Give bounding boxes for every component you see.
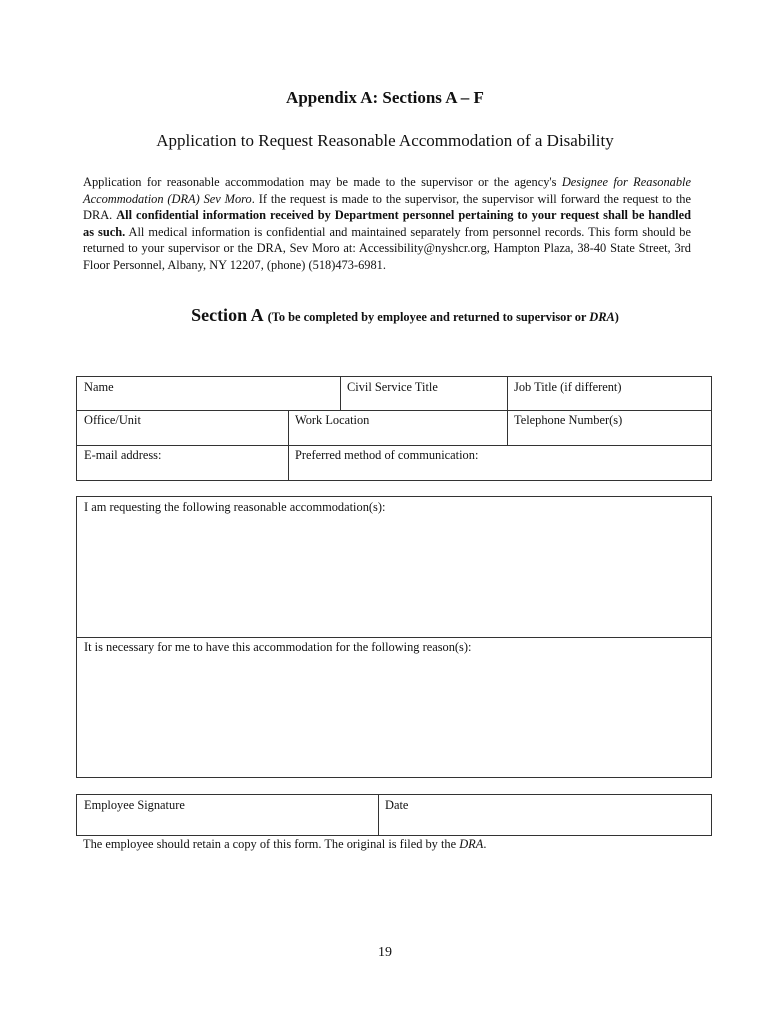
preferred-communication-field[interactable] xyxy=(288,445,711,480)
page-number: 19 xyxy=(378,945,392,960)
page-title: Appendix A: Sections A – F xyxy=(286,88,484,107)
intro-text-3: All medical information is confidential and maintained separately from personnel records. This form should be returned to your supervisor or the DRA, Sev Moro at: Accessibility@nyshcr.org, Hampton Plaza, 38-40 State Street, 3rd Floor Personnel, Albany, NY 12207, (phone) (518)473-6981. xyxy=(83,224,691,272)
form-title: Application to Request Reasonable Accommodation of a Disability xyxy=(156,131,614,150)
intro-dra-designee: Designee for Reasonable Accommodation (DRA) Sev Moro xyxy=(83,175,691,206)
office-unit-field[interactable] xyxy=(77,410,288,445)
office-unit-label: Office/Unit xyxy=(84,413,141,427)
accommodation-request-table xyxy=(76,496,712,778)
employee-signature-label: Employee Signature xyxy=(84,798,185,812)
section-a-title: Section A xyxy=(191,305,264,325)
preferred-communication-label: Preferred method of communication: xyxy=(295,448,479,462)
retain-copy-note: The employee should retain a copy of this form. The original is filed by the DRA. xyxy=(83,837,487,851)
accommodation-request-label: I am requesting the following reasonable accommodation(s): xyxy=(84,500,386,514)
job-title-field[interactable] xyxy=(507,377,711,410)
section-a-instructions: (To be completed by employee and returned to supervisor or DRA) xyxy=(267,310,619,324)
employee-signature-field[interactable] xyxy=(77,795,378,835)
civil-service-title-label: Civil Service Title xyxy=(347,380,438,394)
intro-paragraph xyxy=(83,174,691,274)
section-a-heading xyxy=(0,305,770,326)
signature-table xyxy=(76,794,712,836)
intro-text-2: . If the request is made to the supervisor, the supervisor will forward the request to the DRA. xyxy=(83,191,691,223)
civil-service-title-field[interactable] xyxy=(340,377,507,410)
intro-text-1: Application for reasonable accommodation may be made to the supervisor or the agency's xyxy=(83,175,562,189)
accommodation-request-field[interactable] xyxy=(77,497,711,637)
intro-confidential-notice: All confidential information received by Department personnel pertaining to your request shall be handled as such. xyxy=(83,208,692,239)
work-location-label: Work Location xyxy=(295,413,370,427)
name-label: Name xyxy=(84,380,114,394)
date-label: Date xyxy=(385,798,409,812)
accommodation-reason-field[interactable] xyxy=(77,637,711,777)
date-field[interactable] xyxy=(378,795,711,835)
telephone-label: Telephone Number(s) xyxy=(514,413,623,427)
work-location-field[interactable] xyxy=(288,410,507,445)
accommodation-reason-label: It is necessary for me to have this accommodation for the following reason(s): xyxy=(84,640,472,654)
job-title-label: Job Title (if different) xyxy=(514,380,622,394)
name-field[interactable] xyxy=(77,377,340,410)
email-label: E-mail address: xyxy=(84,448,162,462)
telephone-field[interactable] xyxy=(507,410,711,445)
email-field[interactable] xyxy=(77,445,288,480)
employee-info-table xyxy=(76,376,712,481)
